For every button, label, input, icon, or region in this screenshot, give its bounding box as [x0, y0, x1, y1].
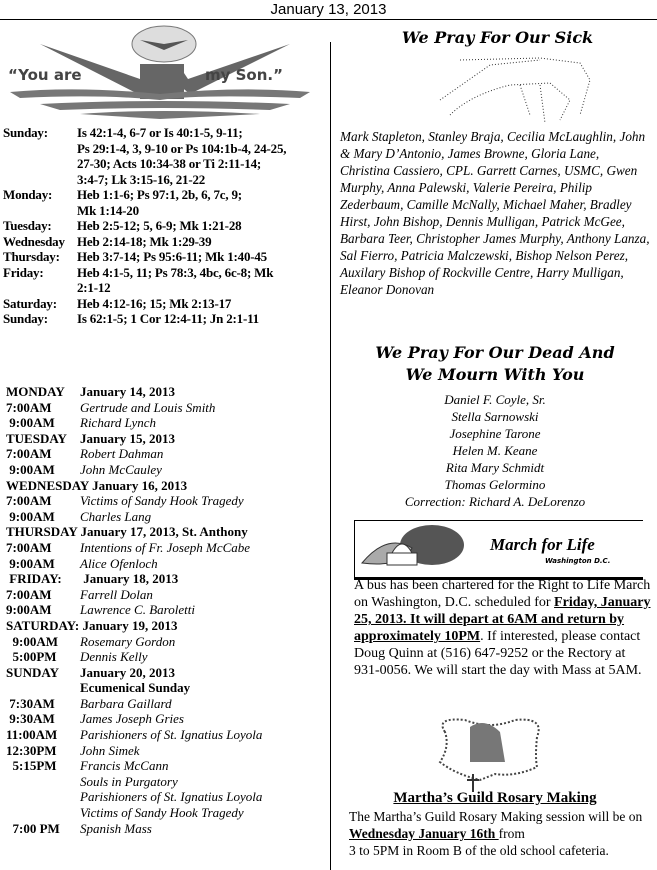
mass-entry: [6, 540, 326, 556]
mass-time: 7:00AM: [6, 539, 52, 555]
mass-entry: [6, 649, 326, 665]
mass-intention: Intentions of Fr. Joseph McCabe: [80, 539, 251, 555]
mass-entry: [6, 821, 326, 837]
reading-text: Is 62:1-5; 1 Cor 12:4-11; Jn 2:1-11: [77, 311, 259, 326]
reading-day: Sunday:: [3, 125, 48, 140]
mass-entry: [6, 602, 326, 618]
reading-row: [0, 311, 330, 327]
mass-entry: [6, 446, 326, 462]
dead-title-line-1: We Pray For Our Dead And: [375, 343, 615, 362]
deceased-list: [345, 391, 645, 510]
column-divider: [330, 42, 331, 870]
mass-time: [6, 774, 80, 790]
reading-day: [0, 141, 77, 157]
reading-text: Heb 1:1-6; Ps 97:1, 2b, 6, 7c, 9;: [77, 187, 242, 202]
reading-day: [0, 280, 77, 296]
mass-intention: Souls in Purgatory: [80, 773, 178, 789]
mass-entry: [6, 415, 326, 431]
rosary-text-2: from: [498, 826, 525, 841]
mass-time: 11:00AM: [6, 727, 58, 743]
mass-intention: Richard Lynch: [80, 415, 157, 431]
mass-time: 7:00AM: [6, 399, 52, 415]
mass-entry: [6, 805, 326, 821]
march-text-bold: Friday, January 25, 2013. It will depart at 6AM and return by approximately 10PM: [354, 595, 651, 644]
mass-time: TUESDAY: [6, 430, 67, 446]
reading-row: [0, 249, 330, 265]
march-for-life-text: [354, 577, 652, 679]
march-logo-subtitle: Washington D.C.: [545, 557, 611, 565]
reading-row: [0, 218, 330, 234]
mass-day-label: WEDNESDAY January 16, 2013: [6, 477, 188, 493]
reading-row: [0, 203, 330, 219]
reading-row: [0, 296, 330, 312]
mass-intention: Victims of Sandy Hook Tragedy: [80, 805, 244, 821]
mass-intention: Ecumenical Sunday: [80, 680, 191, 696]
mass-intention: Rosemary Gordon: [80, 633, 176, 649]
mass-entry: [6, 556, 326, 572]
deceased-name: Stella Sarnowski: [451, 409, 539, 424]
sick-list: Mark Stapleton, Stanley Braja, Cecilia McLaughlin, John & Mary D’Antonio, James Browne, Gloria Lane, Christina Cassiero, CPL. Garrett Carnes, USMC, Gwen Murphy, Anna Palewski, Valerie Pereira, Philip Zederbaum, Camille McNally, Michael Maher, Bradley Hirst, John Bishop, Dennis Mulligan, Patrick McGee, Barbara Teer, Christopher James Murphy, Anthony Lanza, Sal Fierro, Patricia Malczewski, Bishop Nelson Perez, Auxilary Bishop of Rockville Centre, Harry Mulligan, Eleanor Donovan: [340, 129, 650, 297]
mass-time: 9:00AM: [6, 555, 55, 571]
reading-text: Heb 4:12-16; 15; Mk 2:13-17: [77, 295, 232, 311]
page-date-header: January 13, 2013: [0, 0, 657, 20]
reading-row: [0, 141, 330, 157]
reading-day: Saturday:: [3, 295, 57, 311]
rosary-title: Martha’s Guild Rosary Making: [393, 790, 597, 806]
mass-day-heading: [6, 665, 326, 681]
reading-day: Tuesday:: [3, 218, 52, 233]
mass-time: FRIDAY:: [6, 571, 62, 587]
reading-row: [0, 125, 330, 141]
reading-text: Is 42:1-4, 6-7 or Is 40:1-5, 9-11;: [77, 125, 243, 140]
reading-text: Heb 3:7-14; Ps 95:6-11; Mk 1:40-45: [77, 249, 267, 264]
march-for-life-logo: [354, 520, 643, 580]
reading-day: Monday:: [3, 187, 53, 202]
mass-entry: [6, 711, 326, 727]
caption-my-son: my Son.”: [205, 66, 283, 84]
mass-intention: January 18, 2013: [80, 571, 179, 587]
dead-title: [345, 342, 645, 386]
mass-intention: Parishioners of St. Ignatius Loyola: [80, 727, 263, 743]
rosary-text-3: 3 to 5PM in Room B of the old school cafeteria.: [349, 843, 609, 858]
mass-entry: [6, 758, 326, 774]
mass-entry: [6, 587, 326, 603]
mass-time: MONDAY: [6, 384, 65, 399]
mass-time: 12:30PM: [6, 742, 57, 758]
reading-day: Thursday:: [3, 249, 60, 264]
mass-intention: Lawrence C. Baroletti: [80, 602, 195, 618]
deceased-name: Daniel F. Coyle, Sr.: [444, 392, 546, 407]
mass-intention: Spanish Mass: [80, 820, 152, 836]
mass-intention: John McCauley: [80, 461, 162, 477]
mass-time: [6, 789, 80, 805]
deceased-name: Josephine Tarone: [449, 426, 541, 441]
capitol-rose-icon: [357, 523, 477, 575]
reading-day: [0, 156, 77, 172]
march-text-1: A bus has been chartered for the Right to Life March on Washington, D.C. scheduled for: [354, 578, 651, 610]
deceased-name: Correction: Richard A. DeLorenzo: [404, 494, 586, 509]
mass-intention: Dennis Kelly: [80, 649, 148, 665]
mass-day-heading: [6, 384, 326, 400]
mass-time: 7:00AM: [6, 493, 52, 509]
mass-entry: [6, 696, 326, 712]
mass-intention: Francis McCann: [80, 758, 169, 774]
mass-intention: January 20, 2013: [80, 664, 175, 680]
sick-title: We Pray For Our Sick: [401, 28, 594, 47]
rosary-image: [425, 712, 555, 792]
reading-row: [0, 156, 330, 172]
mass-intention: January 15, 2013: [80, 430, 175, 446]
mass-entry: [6, 462, 326, 478]
mass-intention: January 14, 2013: [80, 384, 175, 399]
mass-intention: Parishioners of St. Ignatius Loyola: [80, 789, 263, 805]
reading-day: Sunday:: [3, 311, 48, 326]
deceased-name: Thomas Gelormino: [444, 477, 546, 492]
mass-day-heading: [6, 618, 326, 634]
mass-time: [6, 805, 80, 821]
reading-text: 27-30; Acts 10:34-38 or Ti 2:11-14;: [77, 156, 262, 171]
mass-entry: [6, 400, 326, 416]
mass-time: 9:00AM: [6, 602, 52, 618]
mass-time: 7:00 PM: [6, 820, 60, 836]
reading-day: Friday:: [3, 264, 44, 280]
mass-time: 9:00AM: [6, 508, 55, 524]
march-logo-title: March for Life: [490, 535, 595, 554]
reading-text: Mk 1:14-20: [77, 202, 139, 218]
mass-intention: John Simek: [80, 742, 140, 758]
mass-intention: Barbara Gaillard: [80, 695, 172, 711]
mass-intention: Charles Lang: [80, 508, 152, 524]
rosary-text: [349, 808, 655, 859]
mass-time: 9:30AM: [6, 711, 55, 727]
mass-time: 9:00AM: [6, 633, 58, 649]
reading-text: 3:4-7; Lk 3:15-16, 21-22: [77, 171, 206, 187]
mass-time: 9:00AM: [6, 461, 55, 477]
reading-text: Heb 2:5-12; 5, 6-9; Mk 1:21-28: [77, 218, 242, 233]
mass-time: 7:00AM: [6, 586, 52, 602]
mass-day-heading: [6, 571, 326, 587]
reading-text: Heb 4:1-5, 11; Ps 78:3, 4bc, 6c-8; Mk: [77, 264, 274, 280]
deceased-name: Rita Mary Schmidt: [445, 460, 545, 475]
mass-time: 7:00AM: [6, 446, 52, 462]
reading-text: Heb 2:14-18; Mk 1:29-39: [77, 233, 212, 249]
mass-time: 5:00PM: [6, 649, 57, 665]
mass-day-heading: [6, 524, 326, 540]
mass-entry: [6, 493, 326, 509]
mass-time: 5:15PM: [6, 758, 57, 774]
mass-intention: Gertrude and Louis Smith: [80, 399, 216, 415]
mass-time: SUNDAY: [6, 664, 59, 680]
reading-text: 2:1-12: [77, 280, 111, 295]
praying-hands-image: [430, 55, 600, 125]
mass-entry: [6, 743, 326, 759]
reading-row: [0, 234, 330, 250]
mass-entry: [6, 727, 326, 743]
mass-time: 7:30AM: [6, 695, 55, 711]
reading-text: Ps 29:1-4, 3, 9-10 or Ps 104:1b-4, 24-25,: [77, 140, 287, 156]
mass-day-heading: [6, 431, 326, 447]
mass-entry: [6, 509, 326, 525]
march-text-2: . If interested, please contact Doug Quinn at (516) 647-9252 or the Rectory at 931-0056. We will start the day with Mass at 5AM.: [354, 629, 642, 678]
mass-day-heading: [6, 680, 326, 696]
mass-day-label: THURSDAY January 17, 2013, St. Anthony: [6, 524, 248, 540]
reading-row: [0, 265, 330, 281]
mass-time: 9:00AM: [6, 415, 55, 431]
mass-intention: Farrell Dolan: [80, 586, 153, 602]
dead-title-line-2: We Mourn With You: [405, 365, 585, 384]
mass-intention: James Joseph Gries: [80, 711, 184, 727]
rosary-text-bold: Wednesday January 16th: [349, 826, 499, 841]
caption-you-are: “You are: [8, 66, 82, 84]
reading-row: [0, 187, 330, 203]
deceased-name: Helen M. Keane: [452, 443, 538, 458]
mass-intention: Victims of Sandy Hook Tragedy: [80, 493, 244, 509]
mass-intention: Robert Dahman: [80, 446, 164, 462]
rosary-text-1: The Martha’s Guild Rosary Making session will be on: [349, 809, 643, 824]
mass-entry: [6, 634, 326, 650]
weekly-readings: [0, 125, 330, 327]
mass-entry: [6, 789, 326, 805]
baptism-of-jesus-image: [0, 24, 320, 119]
reading-row: [0, 280, 330, 296]
reading-row: [0, 172, 330, 188]
reading-day: Wednesday: [3, 233, 65, 249]
reading-day: [0, 203, 77, 219]
mass-time: [6, 680, 80, 696]
mass-intention: Alice Ofenloch: [80, 555, 158, 571]
mass-day-label: SATURDAY: January 19, 2013: [6, 617, 178, 633]
mass-day-heading: [6, 478, 326, 494]
mass-entry: [6, 774, 326, 790]
reading-day: [0, 172, 77, 188]
mass-schedule: [6, 384, 326, 836]
